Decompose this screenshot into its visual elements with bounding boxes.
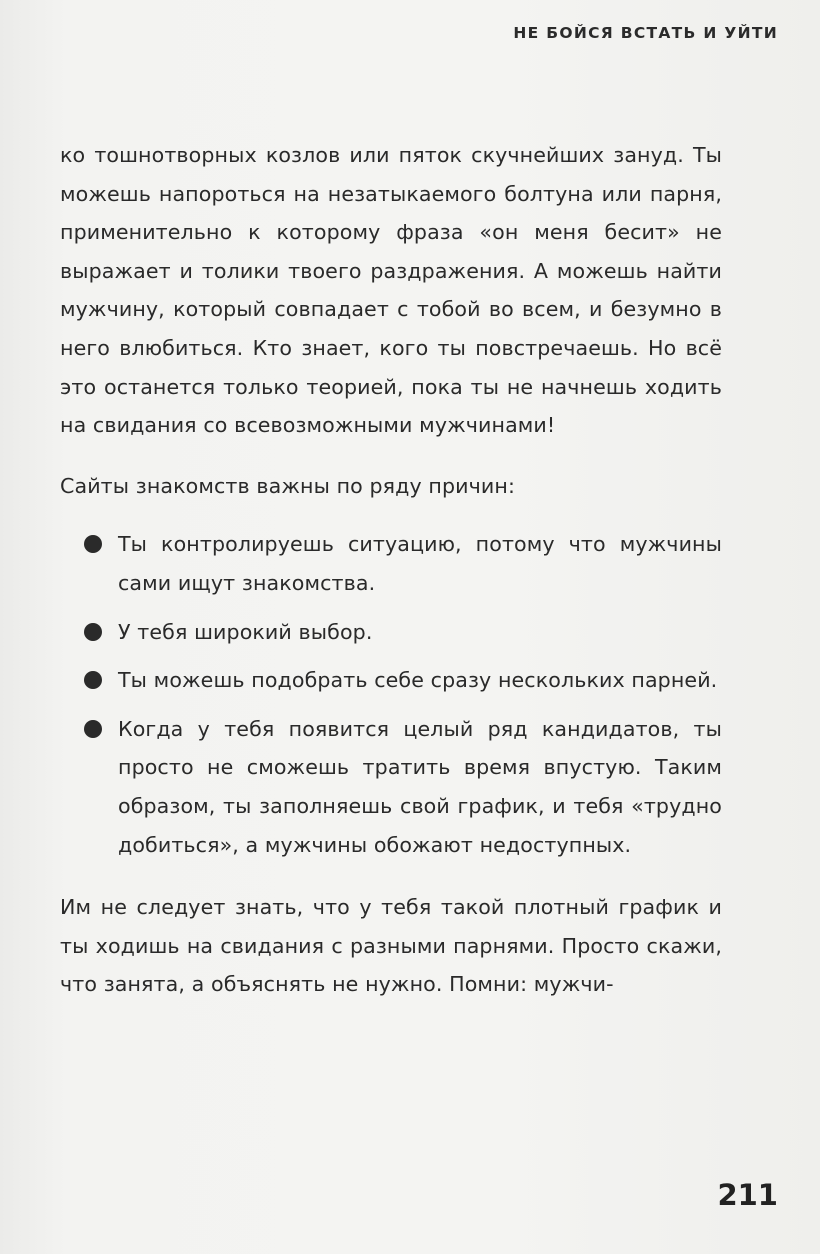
list-item [60,525,722,602]
paragraph-continuation: ко тошнотворных козлов или пяток скучнейших зануд. Ты можешь напороться на незатыкаемого болтуна или парня, применительно к которому фраза «он меня бесит» не выражает и толики твоего раздражения. А можешь найти мужчину, который совпадает с тобой во всем, и безумно в него влюбиться. Кто знает, кого ты повстречаешь. Но всё это останется только теорией, пока ты не начнешь ходить на свидания со всевозможными мужчинами! [60,143,722,438]
paragraph-closing: Им не следует знать, что у тебя такой плотный график и ты ходишь на свидания с разными парнями. Просто скажи, что занята, а объяснять не нужно. Помни: мужчи- [60,895,722,997]
list-item-text: У тебя широкий выбор. [118,619,373,644]
list-item [60,661,722,700]
list-item-text: Ты можешь подобрать себе сразу нескольких парней. [118,668,718,693]
bullet-icon [84,535,102,553]
list-item [60,710,722,864]
page-number: 211 [717,1178,778,1212]
list-item-text: Когда у тебя появится целый ряд кандидатов, ты просто не сможешь тратить время впустую. Таким образом, ты заполняешь свой график, и тебя «трудно добиться», а мужчины обожают недоступных. [118,716,722,857]
running-head: НЕ БОЙСЯ ВСТАТЬ И УЙТИ [513,24,778,42]
bullet-icon [84,720,102,738]
body-text [60,136,722,1004]
list-item [60,613,722,652]
bullet-icon [84,671,102,689]
reasons-list [60,525,722,864]
paragraph-intro-list: Сайты знакомств важны по ряду причин: [60,473,515,498]
bullet-icon [84,623,102,641]
list-item-text: Ты контролируешь ситуацию, потому что мужчины сами ищут знакомства. [118,532,722,595]
